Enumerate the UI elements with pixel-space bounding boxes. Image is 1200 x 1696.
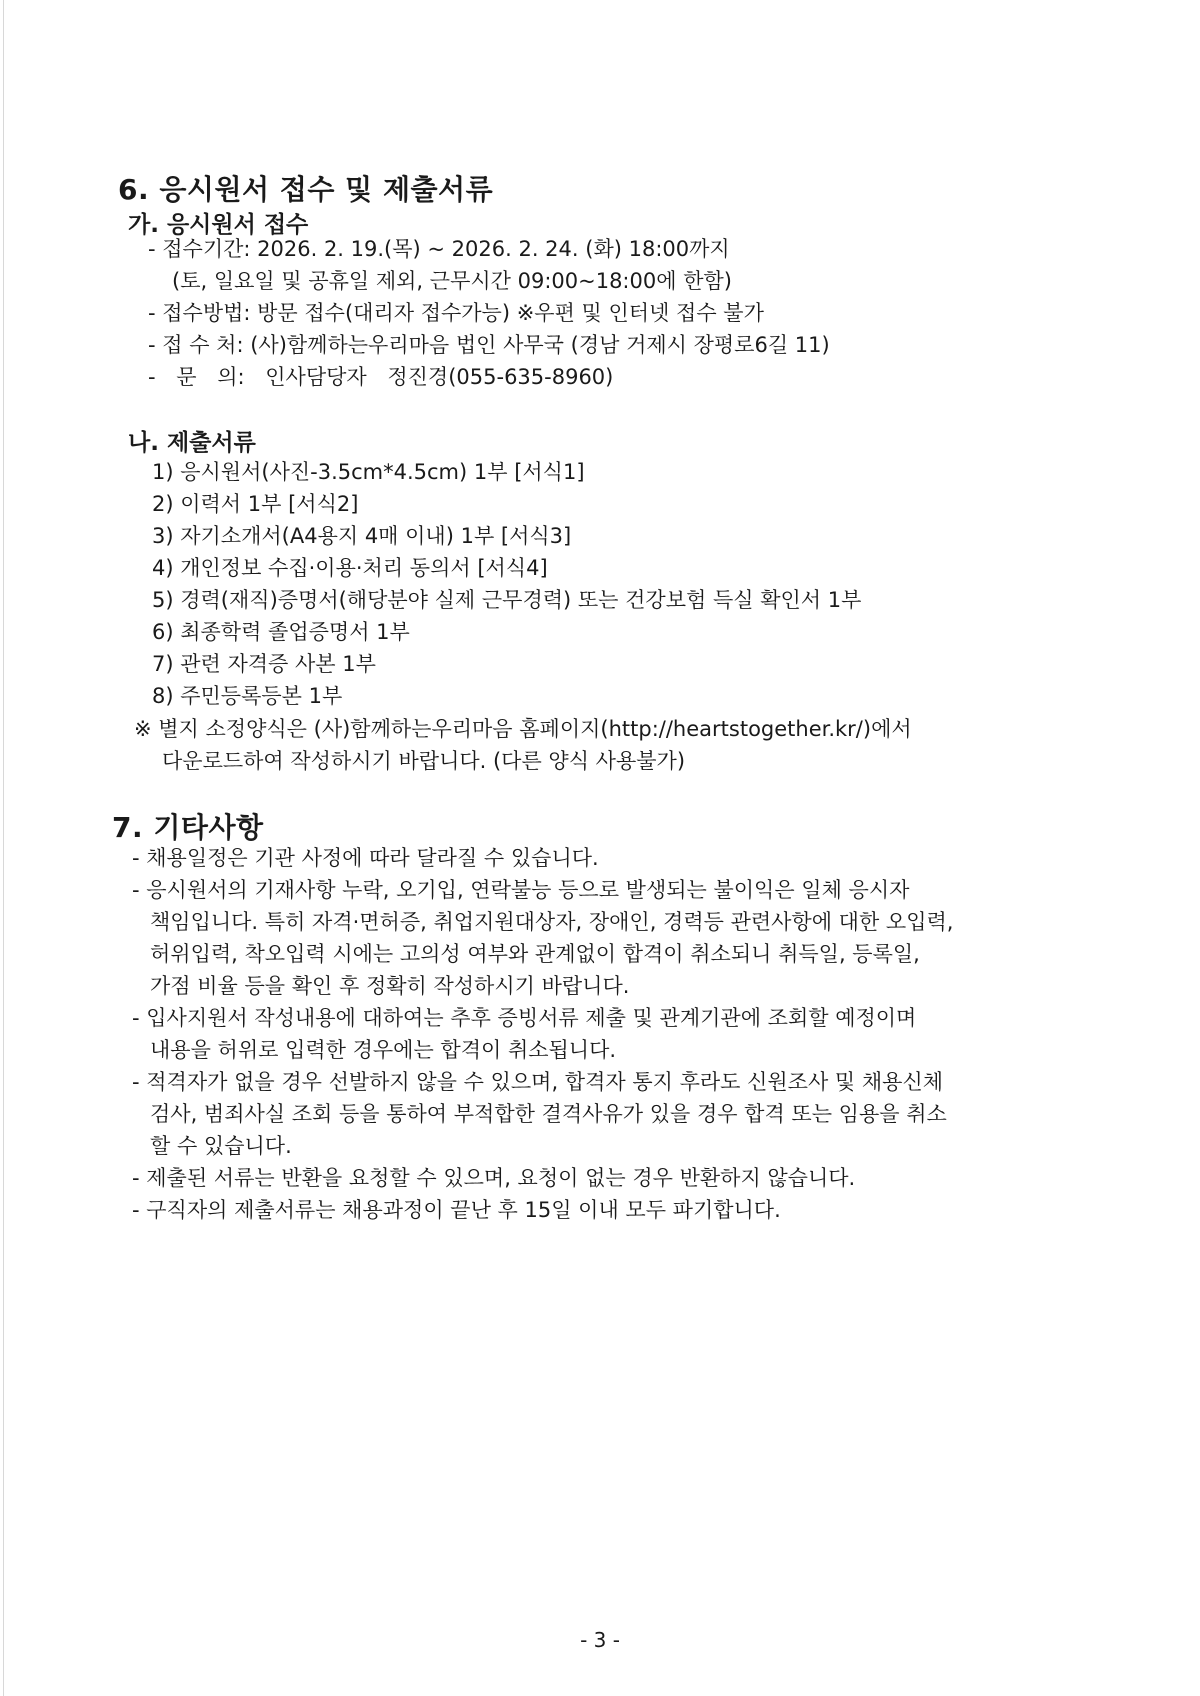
- note-line: 검사, 범죄사실 조회 등을 통하여 부적합한 결격사유가 있을 경우 합격 또는 임용을 취소: [150, 1102, 947, 1126]
- section-7-title: 7. 기타사항: [112, 811, 264, 844]
- inquiry-line: - 문 의: 인사담당자 정진경(055-635-8960): [148, 365, 614, 389]
- list-item: 4) 개인정보 수집·이용·처리 동의서 [서식4]: [152, 556, 548, 580]
- receipt-period-line: - 접수기간: 2026. 2. 19.(목) ~ 2026. 2. 24. (화) 18:00까지: [148, 237, 730, 261]
- note-line: 허위입력, 착오입력 시에는 고의성 여부와 관계없이 합격이 취소되니 취득일, 등록일,: [150, 942, 920, 966]
- note-line: 책임입니다. 특히 자격·면허증, 취업지원대상자, 장애인, 경력등 관련사항에 대한 오입력,: [150, 910, 954, 934]
- receipt-period-note-line: (토, 일요일 및 공휴일 제외, 근무시간 09:00~18:00에 한함): [172, 269, 732, 293]
- list-item: 8) 주민등록등본 1부: [152, 684, 343, 708]
- receipt-place-line: - 접 수 처: (사)함께하는우리마음 법인 사무국 (경남 거제시 장평로6길 11): [148, 333, 830, 357]
- list-item: 1) 응시원서(사진-3.5cm*4.5cm) 1부 [서식1]: [152, 460, 585, 484]
- note-line: 내용을 허위로 입력한 경우에는 합격이 취소됩니다.: [150, 1038, 617, 1062]
- list-item: 6) 최종학력 졸업증명서 1부: [152, 620, 410, 644]
- list-item: 5) 경력(재직)증명서(해당분야 실제 근무경력) 또는 건강보험 득실 확인서 1부: [152, 588, 862, 612]
- list-item: 3) 자기소개서(A4용지 4매 이내) 1부 [서식3]: [152, 524, 572, 548]
- note-line: - 입사지원서 작성내용에 대하여는 추후 증빙서류 제출 및 관계기관에 조회할 예정이며: [132, 1006, 917, 1030]
- note-line: 가점 비율 등을 확인 후 정확히 작성하시기 바랍니다.: [150, 974, 630, 998]
- subsection-a-title: 가. 응시원서 접수: [128, 212, 309, 238]
- note-line: - 구직자의 제출서류는 채용과정이 끝난 후 15일 이내 모두 파기합니다.: [132, 1198, 781, 1222]
- list-item: 2) 이력서 1부 [서식2]: [152, 492, 359, 516]
- page-number: - 3 -: [580, 1628, 620, 1652]
- receipt-method-line: - 접수방법: 방문 접수(대리자 접수가능) ※우편 및 인터넷 접수 불가: [148, 301, 764, 325]
- note-line: 할 수 있습니다.: [150, 1134, 292, 1158]
- form-download-note-line: ※ 별지 소정양식은 (사)함께하는우리마음 홈페이지(http://heartstogether.kr/)에서: [134, 717, 912, 741]
- note-line: - 제출된 서류는 반환을 요청할 수 있으며, 요청이 없는 경우 반환하지 않습니다.: [132, 1166, 856, 1190]
- list-item: 7) 관련 자격증 사본 1부: [152, 652, 376, 676]
- section-6-title: 6. 응시원서 접수 및 제출서류: [118, 173, 494, 206]
- note-line: - 응시원서의 기재사항 누락, 오기입, 연락불능 등으로 발생되는 불이익은 일체 응시자: [132, 878, 910, 902]
- form-download-note-line: 다운로드하여 작성하시기 바랍니다. (다른 양식 사용불가): [162, 749, 686, 773]
- subsection-b-title: 나. 제출서류: [128, 430, 256, 456]
- note-line: - 적격자가 없을 경우 선발하지 않을 수 있으며, 합격자 통지 후라도 신원조사 및 채용신체: [132, 1070, 944, 1094]
- note-line: - 채용일정은 기관 사정에 따라 달라질 수 있습니다.: [132, 846, 599, 870]
